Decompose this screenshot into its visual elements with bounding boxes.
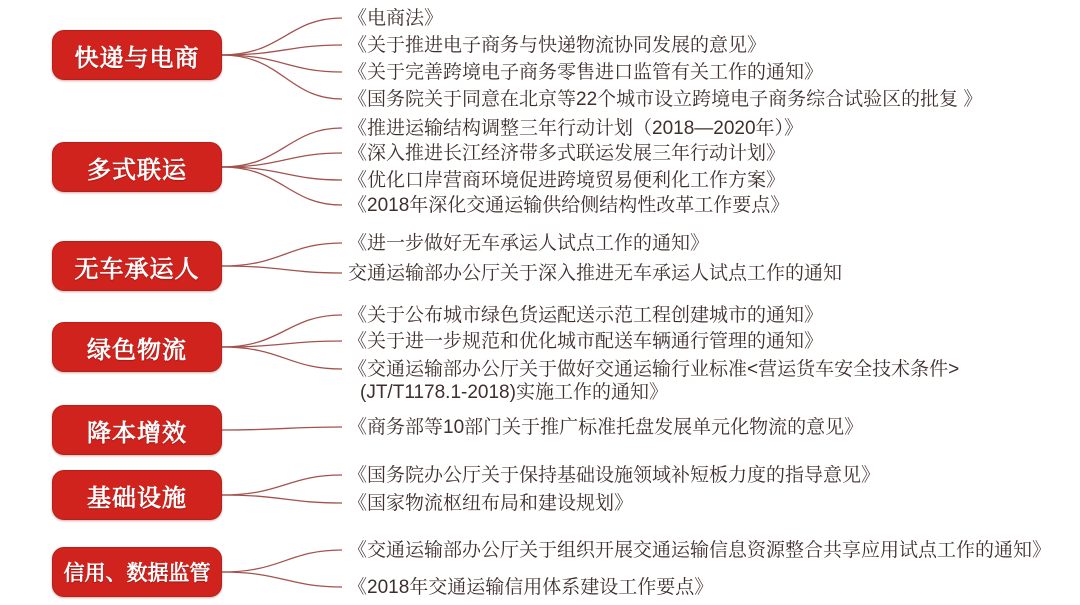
policy-item — [348, 539, 1051, 562]
policy-item — [348, 464, 880, 487]
policy-item — [348, 576, 713, 599]
policy-item-text: 《深入推进长江经济带多式联运发展三年行动计划》 — [348, 142, 786, 164]
policy-item — [348, 304, 823, 327]
policy-item-text: 《关于进一步规范和优化城市配送车辆通行管理的通知》 — [348, 330, 824, 352]
connector-line — [222, 55, 342, 72]
category-box — [52, 142, 222, 192]
category-label: 信用、数据监管 — [63, 562, 211, 585]
policy-item-text: 《国务院办公厅关于保持基础设施领域补短板力度的指导意见》 — [348, 464, 881, 486]
category-box — [52, 405, 222, 455]
policy-item-text: 《2018年深化交通运输供给侧结构性改革工作要点》 — [348, 194, 790, 216]
policy-item-text: 《推进运输结构调整三年行动计划（2018—2020年）》 — [348, 117, 804, 139]
policy-item-text: 《交通运输部办公厅关于组织开展交通运输信息资源整合共享应用试点工作的通知》 — [348, 539, 1052, 561]
connector-line — [222, 347, 342, 369]
connector-line — [222, 167, 342, 180]
connector-line — [222, 243, 342, 266]
category-label: 多式联运 — [87, 156, 187, 184]
connector-line — [222, 55, 342, 99]
connector-line — [222, 427, 342, 430]
policy-item-text: 《关于完善跨境电子商务零售进口监管有关工作的通知》 — [348, 61, 824, 83]
category-label: 快递与电商 — [74, 44, 200, 72]
connector-line — [222, 45, 342, 55]
policy-item — [348, 117, 803, 140]
category-box — [52, 241, 222, 291]
category-label: 绿色物流 — [87, 336, 187, 364]
category-box — [52, 547, 222, 597]
policy-item-text: 《交通运输部办公厅关于做好交通运输行业标准<营运货车安全技术条件> — [348, 358, 960, 380]
policy-item-text: 《关于公布城市绿色货运配送示范工程创建城市的通知》 — [348, 304, 824, 326]
connector-line — [222, 572, 342, 587]
connector-line — [222, 495, 342, 503]
policy-item — [348, 358, 959, 404]
policy-item-text: 《进一步做好无车承运人试点工作的通知》 — [348, 232, 710, 254]
policy-item — [348, 169, 785, 192]
connector-line — [222, 315, 342, 347]
connector-line — [222, 167, 342, 205]
policy-item — [348, 330, 823, 353]
category-box — [52, 470, 222, 520]
policy-item — [348, 492, 633, 515]
connector-line — [222, 266, 342, 273]
policy-item-text: 《2018年交通运输信用体系建设工作要点》 — [348, 576, 714, 598]
category-label: 基础设施 — [87, 484, 187, 512]
policy-item — [348, 7, 443, 30]
policy-item — [348, 194, 789, 217]
policy-item-text: 《电商法》 — [348, 7, 444, 29]
connector-line — [222, 341, 342, 347]
connector-line — [222, 153, 342, 167]
policy-item-text: (JT/T1178.1-2018)实施工作的通知》 — [360, 381, 668, 403]
category-label: 无车承运人 — [74, 255, 200, 283]
policy-item-text: 《商务部等10部门关于推广标准托盘发展单元化物流的意见》 — [348, 416, 864, 438]
policy-item-text: 《国家物流枢纽布局和建设规划》 — [348, 492, 634, 514]
policy-item — [348, 262, 842, 285]
policy-item — [348, 232, 709, 255]
category-label: 降本增效 — [87, 419, 187, 447]
category-box — [52, 30, 222, 80]
policy-item-text: 交通运输部办公厅关于深入推进无车承运人试点工作的通知 — [348, 262, 843, 284]
policy-item — [348, 61, 823, 84]
policy-item — [348, 88, 982, 111]
connector-line — [222, 475, 342, 495]
policy-item-text: 《优化口岸营商环境促进跨境贸易便利化工作方案》 — [348, 169, 786, 191]
category-box — [52, 322, 222, 372]
connector-line — [222, 18, 342, 55]
connector-line — [222, 128, 342, 167]
policy-item-text: 《关于推进电子商务与快递物流协同发展的意见》 — [348, 34, 767, 56]
policy-item — [348, 416, 863, 439]
policy-item — [348, 142, 785, 165]
policy-item — [348, 34, 766, 57]
policy-item-text: 《国务院关于同意在北京等22个城市设立跨境电子商务综合试验区的批复 》 — [348, 88, 983, 110]
connector-line — [222, 550, 342, 572]
